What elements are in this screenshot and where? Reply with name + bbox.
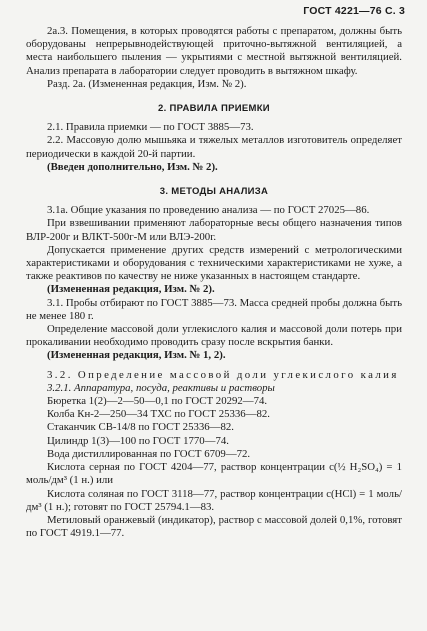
paragraph: 2а.3. Помещения, в которых проводятся работы с препаратом, должны быть оборудованы непрерывнодействующей приточно-вытяжной вентиляцией, а места наибольшего пыления — укрытиями с местной вытяжной вентиляцией. Анализ препарата в лаборатории следует проводить в вытяжном шкафу. [26,25,402,77]
paragraph: 2.2. Массовую долю мышьяка и тяжелых металлов изготовитель определяет периодически в каждой 20-й партии. [26,134,402,160]
subsection-title: 3.2.1. Аппаратура, посуда, реактивы и растворы [47,381,275,394]
paragraph: 3.1. Пробы отбирают по ГОСТ 3885—73. Масса средней пробы должна быть не менее 180 г. [26,296,402,322]
section-heading: 3. МЕТОДЫ АНАЛИЗА [159,186,269,198]
list-item: Вода дистиллированная по ГОСТ 6709—72. [47,447,251,460]
list-item: Бюретка 1(2)—2—50—0,1 по ГОСТ 20292—74. [47,395,268,408]
revision-note: (Измененная редакция, Изм. № 1, 2). [47,349,226,362]
list-item: Метиловый оранжевый (индикатор), раствор с массовой долей 0,1%, готовят по ГОСТ 4919.1—77. [26,513,402,540]
revision-note: Разд. 2а. (Измененная редакция, Изм. № 2). [47,77,247,90]
paragraph: Допускается применение других средств измерений с метрологическими характеристиками и оборудования с техническими характеристиками не хуже, а также реактивов по качеству не ниже указанных в настоящем стандарте. [26,243,402,283]
paragraph: Определение массовой доли углекислого калия и массовой доли потерь при прокаливании необходимо проводить сразу после вскрытия банки. [26,323,402,349]
list-item: Кислота серная по ГОСТ 4204—77, раствор концентрации c(½ H₂SO₄) = 1 моль/дм³ (1 н.) или [26,461,402,487]
list-item: Кислота соляная по ГОСТ 3118—77, раствор концентрации c(HCl) = 1 моль/дм³ (1 н.); готовят по ГОСТ 25794.1—83. [26,487,402,513]
section-heading: 2. ПРАВИЛА ПРИЕМКИ [158,103,270,115]
revision-note: (Введен дополнительно, Изм. № 2). [47,160,218,173]
page-content [26,25,402,540]
page-header: ГОСТ 4221—76 С. 3 [303,5,405,17]
paragraph: При взвешивании применяют лабораторные весы общего назначения типов ВЛР-200г и ВЛКТ-500г-М или ВЛЭ-200г. [26,217,402,243]
list-item: Стаканчик СВ-14/8 по ГОСТ 25336—82. [47,421,234,434]
subsection-heading: 3.2. Определение массовой доли углекислого калия [47,368,399,381]
list-item: Цилиндр 1(3)—100 по ГОСТ 1770—74. [47,434,229,447]
paragraph: 2.1. Правила приемки — по ГОСТ 3885—73. [47,121,254,134]
list-item: Колба Кн-2—250—34 ТХС по ГОСТ 25336—82. [47,408,270,421]
paragraph: 3.1а. Общие указания по проведению анализа — по ГОСТ 27025—86. [47,204,370,217]
revision-note: (Измененная редакция, Изм. № 2). [47,283,215,296]
